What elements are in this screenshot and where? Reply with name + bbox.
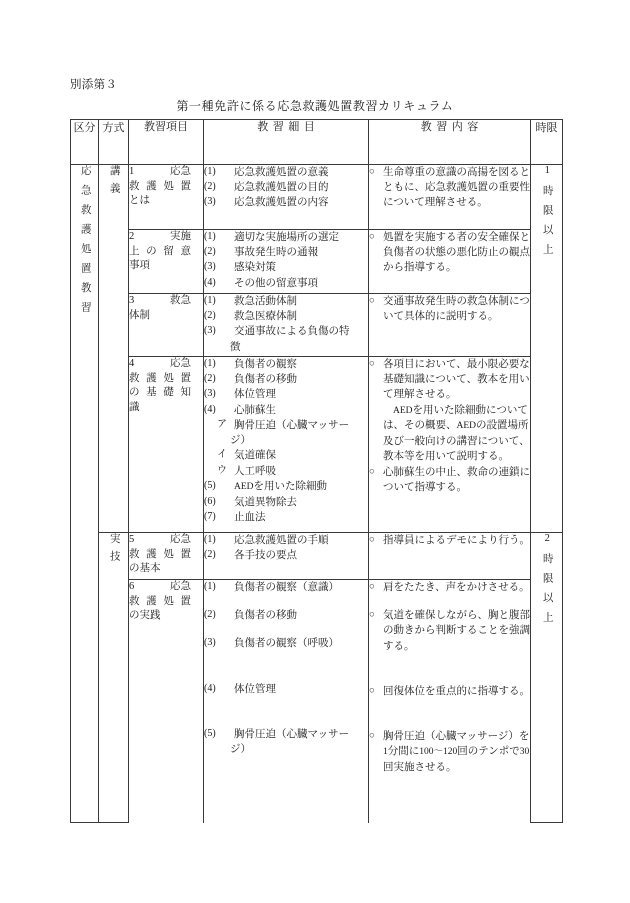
saimoku-item — [204, 230, 368, 245]
table-header-row — [71, 120, 563, 165]
cell-koumoku-row3 — [129, 294, 204, 357]
cell-jigen-2 — [531, 533, 563, 823]
column-header-houshiki — [99, 120, 129, 165]
cell-koumoku-row5 — [129, 533, 204, 580]
koumoku-number: 4 — [129, 358, 135, 369]
curriculum-table-container — [70, 119, 562, 823]
naiyou-item — [369, 165, 530, 211]
latin-run: AED — [393, 405, 413, 416]
naiyou-text: 生命尊重の意識の高揚を図るとともに、応急救護処置の重要性について理解させる。 — [383, 167, 530, 209]
saimoku-number: (1) — [204, 166, 216, 177]
naiyou-text: 回復体位を重点的に指導する。 — [383, 685, 530, 697]
naiyou-text: 処置を実施する者の安全確保と負傷者の状態の悪化防止の観点から指導する。 — [383, 232, 530, 274]
saimoku-item — [204, 309, 368, 324]
saimoku-number: (5) — [204, 479, 216, 491]
naiyou-text: 肩をたたき、声をかけさせる。 — [383, 582, 530, 593]
saimoku-text: 胸骨圧迫（心臓マッサー — [234, 728, 350, 740]
naiyou-subtext: AEDを用いた除細動については、その概要、AEDの設置場所及び一般向けの講習について、教本等を用いて説明する。 — [383, 404, 530, 463]
latin-run: AED — [456, 421, 477, 432]
koumoku-title-part: 救急 — [170, 295, 191, 306]
saimoku-number: (6) — [204, 495, 216, 507]
cell-saimoku-row5 — [204, 533, 369, 580]
saimoku-text: その他の留意事項 — [234, 277, 318, 289]
latin-run: 1 — [383, 747, 388, 758]
saimoku-text-continued: ジ） — [230, 744, 251, 756]
saimoku-number: イ — [217, 449, 227, 461]
cell-naiyou-row1 — [369, 165, 531, 230]
saimoku-item — [204, 403, 368, 418]
koumoku-title-part: 応急 — [170, 534, 191, 545]
saimoku-item — [204, 727, 368, 742]
koumoku-title-line: 救 護 処 置 — [129, 180, 191, 192]
column-header-jigen — [531, 120, 563, 165]
cell-kubun — [71, 165, 99, 823]
bullet-circle-icon: ○ — [369, 466, 375, 477]
saimoku-text: 体位管理 — [234, 683, 276, 695]
bullet-circle-icon: ○ — [369, 167, 375, 177]
saimoku-number: (1) — [204, 581, 216, 592]
latin-run: 30 — [519, 747, 530, 758]
koumoku-title-line: とは — [129, 195, 150, 207]
cell-saimoku-row4 — [204, 357, 369, 533]
bullet-circle-icon: ○ — [369, 731, 375, 742]
cell-naiyou-row2 — [369, 230, 531, 294]
cell-saimoku-row3 — [204, 294, 369, 357]
document-reference: 別添第３ — [70, 79, 118, 91]
koumoku-title-part: 実施 — [170, 231, 191, 242]
koumoku-number-line — [129, 533, 191, 548]
spacer — [369, 699, 530, 729]
saimoku-number: (5) — [204, 727, 216, 739]
table-row — [71, 165, 563, 230]
saimoku-item — [204, 580, 368, 595]
column-header-naiyou-label: 教習内容 — [420, 121, 483, 133]
naiyou-text: 指導員によるデモにより行う。 — [383, 535, 530, 546]
saimoku-text: 救急活動体制 — [234, 296, 297, 307]
bullet-circle-icon: ○ — [369, 610, 375, 621]
naiyou-item — [369, 580, 530, 595]
naiyou-item — [369, 684, 530, 699]
cell-saimoku-row1 — [204, 165, 369, 230]
cell-naiyou-row6 — [369, 580, 531, 823]
saimoku-text: 胸骨圧迫（心臓マッサー — [234, 419, 350, 431]
column-header-jigen-label: 時限 — [535, 122, 558, 134]
cell-jigen-1-label: 1時限以上 — [541, 165, 553, 263]
cell-houshiki-2-label: 実技 — [108, 533, 120, 568]
column-header-kubun — [71, 120, 99, 165]
koumoku-title-line: 識 — [129, 402, 140, 414]
table-row — [71, 230, 563, 294]
cell-houshiki-2 — [99, 533, 129, 823]
column-header-koumoku — [129, 120, 204, 165]
koumoku-title-part: 応急 — [170, 581, 191, 592]
naiyou-item — [369, 230, 530, 276]
cell-kubun-label: 応急救護処置教習 — [79, 165, 91, 321]
naiyou-text: 心肺蘇生の中止、救命の連鎖について指導する。 — [383, 466, 530, 493]
naiyou-text: 気道を確保しながら、胸と腹部の動きから判断することを強調する。 — [383, 610, 530, 652]
saimoku-text: 交通事故による負傷の特 — [234, 326, 350, 338]
saimoku-item — [204, 387, 368, 402]
koumoku-number: 5 — [129, 534, 135, 545]
saimoku-number: (2) — [204, 373, 216, 385]
saimoku-item — [204, 495, 368, 510]
naiyou-item — [369, 729, 530, 775]
koumoku-title-part: 応急 — [170, 358, 191, 369]
bullet-circle-icon: ○ — [369, 359, 375, 369]
saimoku-item — [204, 448, 368, 463]
column-header-kubun-label: 区分 — [73, 122, 96, 134]
saimoku-item — [204, 165, 368, 180]
naiyou-text: 胸骨圧迫（心臓マッサージ）を1分間に100〜120回のテンポで30回実施させる。 — [383, 731, 530, 774]
koumoku-title-line: 救 護 処 置 — [129, 372, 191, 384]
latin-run: AED — [234, 481, 254, 492]
saimoku-text: 止血法 — [234, 511, 266, 523]
koumoku-number-line — [129, 165, 191, 180]
saimoku-number: (4) — [204, 276, 216, 288]
cell-koumoku-row2 — [129, 230, 204, 294]
saimoku-number: (2) — [204, 181, 216, 193]
table-row — [71, 533, 563, 580]
saimoku-text: 負傷者の観察 — [234, 359, 297, 370]
saimoku-item — [204, 464, 368, 479]
saimoku-item — [204, 479, 368, 495]
cell-naiyou-row4 — [369, 357, 531, 533]
koumoku-number: 6 — [129, 581, 135, 592]
saimoku-number: (2) — [204, 609, 216, 621]
naiyou-item — [369, 294, 530, 324]
bullet-circle-icon: ○ — [369, 685, 375, 696]
saimoku-item — [204, 245, 368, 260]
saimoku-item — [204, 324, 368, 339]
saimoku-number: (7) — [204, 510, 216, 522]
naiyou-text: 交通事故発生時の救急体制について具体的に説明する。 — [383, 296, 530, 323]
saimoku-item — [204, 682, 368, 697]
cell-koumoku-row4 — [129, 357, 204, 533]
saimoku-item — [204, 533, 368, 548]
table-row — [71, 580, 563, 823]
saimoku-number: (1) — [204, 358, 216, 369]
saimoku-text: 事故発生時の通報 — [234, 247, 318, 259]
saimoku-number: (3) — [204, 637, 216, 649]
saimoku-text: 気道異物除去 — [234, 496, 297, 508]
naiyou-item — [369, 357, 530, 403]
saimoku-item — [204, 636, 368, 651]
saimoku-number: (1) — [204, 231, 216, 242]
saimoku-number: (2) — [204, 310, 216, 322]
bullet-circle-icon: ○ — [369, 582, 375, 592]
saimoku-text: 適切な実施場所の選定 — [234, 232, 339, 243]
cell-koumoku-row1 — [129, 165, 204, 230]
table-row — [71, 357, 563, 533]
naiyou-text: 各項目において、最小限必要な基礎知識について、教本を用いて理解させる。 — [383, 359, 530, 401]
saimoku-text: 気道確保 — [234, 450, 276, 462]
spacer — [204, 697, 368, 727]
koumoku-number: 3 — [129, 295, 135, 306]
page-title: 第一種免許に係る応急救護処置教習カリキュラム — [176, 99, 454, 113]
saimoku-number: (4) — [204, 403, 216, 415]
saimoku-item — [204, 372, 368, 387]
koumoku-title-line: 救 護 処 置 — [129, 595, 191, 607]
curriculum-table-body — [71, 165, 563, 823]
koumoku-title-line: の実践 — [129, 610, 161, 622]
saimoku-text: 体位管理 — [234, 389, 276, 401]
table-row — [71, 294, 563, 357]
saimoku-text: 応急救護処置の内容 — [234, 197, 329, 209]
saimoku-text: 人工呼吸 — [234, 465, 276, 477]
koumoku-number-line — [129, 230, 191, 245]
saimoku-item — [204, 260, 368, 275]
saimoku-item — [204, 510, 368, 525]
koumoku-title-line: の 基 礎 知 — [129, 387, 191, 399]
saimoku-text-continued: ジ） — [230, 435, 251, 447]
koumoku-number-line — [129, 580, 191, 595]
column-header-saimoku-label: 教習細目 — [257, 121, 320, 133]
koumoku-title-line: の基本 — [129, 563, 161, 575]
saimoku-text: 各手技の要点 — [234, 550, 297, 562]
saimoku-item — [204, 608, 368, 623]
koumoku-number: 1 — [129, 166, 135, 177]
saimoku-item — [204, 357, 368, 372]
saimoku-item — [204, 418, 368, 433]
koumoku-number-line — [129, 357, 191, 372]
saimoku-number: (3) — [204, 325, 216, 337]
saimoku-text-continued: 徴 — [230, 341, 241, 353]
cell-houshiki-1 — [99, 165, 129, 533]
saimoku-text: 応急救護処置の目的 — [234, 182, 329, 194]
spacer — [204, 652, 368, 682]
bullet-circle-icon: ○ — [369, 232, 375, 242]
cell-naiyou-row5 — [369, 533, 531, 580]
saimoku-item — [204, 294, 368, 309]
bullet-circle-icon: ○ — [369, 535, 375, 545]
cell-saimoku-row6 — [204, 580, 369, 823]
column-header-naiyou — [369, 120, 531, 165]
koumoku-number-line — [129, 294, 191, 309]
saimoku-text: 負傷者の移動 — [234, 374, 297, 386]
naiyou-item — [369, 533, 530, 548]
saimoku-item — [204, 195, 368, 210]
saimoku-text: 負傷者の観察（呼吸） — [234, 638, 339, 650]
saimoku-text: 応急救護処置の意義 — [234, 167, 329, 178]
saimoku-number: (1) — [204, 295, 216, 306]
column-header-saimoku — [204, 120, 369, 165]
saimoku-number: (3) — [204, 196, 216, 208]
cell-jigen-2-label: 2時限以上 — [541, 533, 553, 631]
spacer — [369, 654, 530, 684]
column-header-koumoku-label: 教習項目 — [144, 121, 188, 133]
saimoku-text: 救急医療体制 — [234, 311, 297, 323]
saimoku-number: ア — [217, 418, 227, 430]
koumoku-title-part: 応急 — [170, 166, 191, 177]
saimoku-number: (1) — [204, 534, 216, 545]
column-header-houshiki-label: 方式 — [102, 122, 125, 134]
saimoku-number: (4) — [204, 682, 216, 694]
saimoku-text: 応急救護処置の手順 — [234, 535, 329, 546]
saimoku-number: (2) — [204, 246, 216, 258]
koumoku-title-line: 救 護 処 置 — [129, 548, 191, 560]
cell-naiyou-row3 — [369, 294, 531, 357]
spacer — [204, 595, 368, 608]
koumoku-title-line: 事項 — [129, 260, 150, 272]
koumoku-title-line: 上 の 留 意 — [129, 245, 191, 257]
cell-saimoku-row2 — [204, 230, 369, 294]
saimoku-text: AEDを用いた除細動 — [234, 480, 328, 492]
koumoku-number: 2 — [129, 231, 135, 242]
naiyou-item — [369, 465, 530, 495]
cell-koumoku-row6 — [129, 580, 204, 823]
spacer — [369, 595, 530, 608]
saimoku-number: ウ — [217, 464, 227, 476]
curriculum-table — [70, 119, 563, 823]
saimoku-item — [204, 180, 368, 195]
bullet-circle-icon: ○ — [369, 296, 375, 306]
koumoku-title-line: 体制 — [129, 309, 150, 321]
saimoku-text: 心肺蘇生 — [234, 404, 276, 416]
saimoku-item — [204, 276, 368, 291]
saimoku-number: (3) — [204, 261, 216, 273]
cell-jigen-1 — [531, 165, 563, 533]
cell-houshiki-1-label: 講義 — [108, 165, 120, 200]
naiyou-item — [369, 608, 530, 654]
saimoku-item — [204, 548, 368, 563]
saimoku-text: 負傷者の移動 — [234, 610, 297, 622]
latin-run: 100〜120 — [419, 747, 458, 758]
saimoku-number: (2) — [204, 549, 216, 561]
saimoku-number: (3) — [204, 388, 216, 400]
spacer — [204, 623, 368, 636]
saimoku-text: 負傷者の観察（意識） — [234, 582, 339, 593]
saimoku-text: 感染対策 — [234, 262, 276, 274]
